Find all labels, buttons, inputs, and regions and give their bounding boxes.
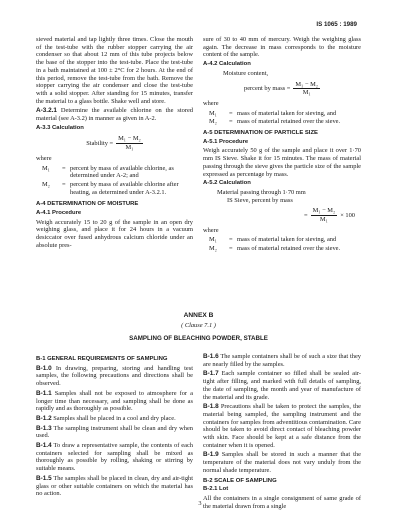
formula-label: percent by mass =	[244, 84, 291, 92]
clause-heading	[203, 478, 361, 486]
clause-text: GENERAL REQUIREMENTS OF SAMPLING	[47, 356, 168, 362]
def-symbol: M₁	[209, 109, 217, 117]
heading-a33: A-3.3 Calculation	[36, 124, 84, 131]
clause-subheading	[203, 486, 361, 494]
heading-a4: A-4 DETERMINATION OF MOISTURE	[36, 201, 139, 208]
fraction-denominator: M₁	[319, 216, 328, 224]
definition-m1	[36, 165, 193, 180]
formula-label: Stability =	[86, 139, 114, 147]
clause-number: A-3.2.1	[36, 107, 57, 115]
clause-paragraph	[36, 442, 193, 473]
def-equals: =	[62, 164, 66, 172]
paragraph-a321	[36, 107, 193, 122]
def-equals: =	[229, 109, 233, 117]
clause-text: SCALE OF SAMPLING	[214, 477, 277, 484]
where-label: where	[203, 99, 219, 107]
clause-text: Samples shall be placed in a cool and dry place.	[53, 414, 176, 422]
def-symbol: M₁	[209, 236, 217, 244]
fraction-numerator: M₁ − M₂	[312, 207, 336, 215]
moisture-formula	[203, 81, 361, 97]
right-column-bottom	[203, 353, 361, 512]
fraction-numerator: M₁ − M₂	[118, 135, 141, 143]
clause-paragraph	[36, 390, 193, 413]
annex-subtitle: SAMPLING OF BLEACHING POWDER, STABLE	[129, 335, 268, 342]
clause-text: Determine the available chlorine on the stored material (see A-3.2) in manner as given in A-2.	[36, 107, 193, 123]
def-equals: =	[62, 180, 66, 188]
sieve-formula	[203, 207, 361, 223]
paragraph-intro: sieved material and tap lightly three times. Close the mouth of the test-tube with the rubber stopper carrying the air condenser so that about 12 mm of this tube projects below the base of the stopper into the test-tube. Place the test-tube in a bath maintained at 100 ± 2°C for 2 hours. At the end of this period, remove the test-tube from the bath. Remove the stopper carrying the air condenser and close the test-tube with a solid stopper. After standing for 15 minutes, transfer the material to a glass bottle. Shake well and store.	[36, 36, 193, 105]
clause-paragraph	[203, 403, 361, 449]
def-text: mass of material taken for sieving, and	[237, 236, 337, 244]
def-text: mass of material retained over the sieve.	[237, 245, 341, 253]
clause-number: B-1.8	[203, 403, 219, 411]
heading-a52: A-5.2 Calculation	[203, 180, 251, 187]
def-equals: =	[229, 236, 233, 244]
clause-text: The sample containers shall be of such a size that they are nearly filled by the samples.	[203, 353, 362, 368]
clause-text: All the containers in a single consignment of same grade of the material drawn from a single	[203, 494, 361, 510]
clause-number: B-2	[203, 477, 213, 484]
clause-number: B-1.2	[36, 414, 52, 422]
clause-paragraph	[36, 365, 193, 388]
clause-text: Precautions shall be taken to protect the samples, the material being sampled, the sampling instrument and the containers for samples from adventitious contamination. Care should be taken to avoid direct contact of bleaching powder with skin. Face should be kept at a safe distance from the container when it is opened.	[203, 403, 361, 449]
clause-paragraph	[203, 353, 361, 368]
definition-m1	[203, 110, 361, 118]
left-column-top	[36, 36, 193, 252]
definition-m2	[203, 118, 361, 126]
left-column-bottom	[36, 353, 193, 500]
page-number: 3	[198, 500, 202, 507]
heading-a51: A-5.1 Procedure	[203, 138, 249, 145]
clause-number: B-1.6	[203, 353, 219, 360]
annex-clause: ( Clause 7.1 )	[181, 322, 216, 329]
def-text: mass of material retained over the sieve.	[237, 118, 341, 126]
heading-a41: A-4.1 Procedure	[36, 210, 82, 217]
clause-text: To draw a representative sample, the contents of each containers selected for sampling shall be mixed as thoroughly as possible by rolling, shaking or stirring by suitable means.	[36, 442, 194, 473]
definition-m2	[203, 245, 361, 253]
clause-number: B-1	[36, 356, 46, 362]
clause-number: B-1.5	[36, 474, 52, 482]
formula-label: =	[303, 211, 308, 219]
moisture-label: Moisture content,	[223, 69, 269, 77]
heading-a5: A-5 DETERMINATION OF PARTICLE SIZE	[203, 130, 318, 137]
where-label: where	[203, 226, 219, 234]
def-text: mass of material taken for sieving, and	[237, 109, 337, 117]
annex-title: ANNEX B	[183, 312, 214, 319]
definition-m1	[203, 236, 361, 244]
formula-multiplier: × 100	[340, 211, 355, 219]
def-symbol: M₂	[209, 245, 217, 253]
clause-text: Samples shall not be exposed to atmosphere for a longer time than necessary, and sampling shall be done as rapidly and as thoroughly as possible.	[36, 389, 193, 413]
def-text: percent by mass of available chlorine after heating, as determined under A-3.2.1.	[70, 180, 179, 196]
definition-m2	[36, 181, 193, 196]
clause-number: B-2.1	[203, 486, 218, 493]
clause-number: B-1.9	[203, 451, 219, 459]
fraction-denominator: M₁	[125, 144, 134, 152]
def-text: percent by mass of available chlorine, as determined under A-2; and	[70, 164, 174, 180]
clause-text: The samples shall be placed in clean, dry and air-tight glass or other suitable containers on which the material has no action.	[36, 474, 194, 498]
def-symbol: M₁	[42, 164, 50, 172]
clause-number: B-1.3	[36, 424, 52, 432]
page-header-standard: IS 1065 : 1989	[316, 21, 357, 28]
def-equals: =	[229, 245, 233, 253]
where-label: where	[36, 154, 52, 162]
paragraph-a51: Weigh accurately 50 g of the sample and place it over 1·70 mm IS Sieve. Shake it for 15 minutes. The mass of material passing through the sieve gives the particle size of the sample expressed as percentage by mass.	[203, 147, 361, 178]
clause-paragraph	[203, 370, 361, 401]
fraction-denominator: M₁	[302, 89, 311, 97]
clause-text: Samples shall be stored in such a manner that the temperature of the material does not vary unduly from the normal shade temperature.	[203, 451, 361, 474]
clause-paragraph	[203, 451, 361, 474]
formula-fraction	[311, 207, 338, 223]
def-symbol: M₂	[209, 118, 217, 126]
clause-heading	[36, 356, 193, 364]
clause-text: In drawing, preparing, storing and handling test samples, the following precautions and directions shall be observed.	[36, 364, 193, 388]
clause-paragraph	[36, 415, 193, 423]
clause-number: B-1.7	[203, 370, 219, 378]
sieve-label: IS Sieve, percent by mass	[227, 196, 293, 204]
clause-number: B-1.4	[36, 442, 52, 450]
clause-number: B-1.0	[36, 364, 52, 372]
clause-number: B-1.1	[36, 389, 52, 397]
def-equals: =	[229, 118, 233, 126]
heading-a42: A-4.2 Calculation	[203, 61, 251, 68]
formula-fraction	[116, 135, 143, 151]
stability-formula	[36, 135, 193, 151]
clause-paragraph	[36, 425, 193, 440]
paragraph-continued: sure of 30 to 40 mm of mercury. Weigh the weighing glass again. The decrease in mass corresponds to the moisture content of the sample.	[203, 36, 361, 59]
clause-text: Lot	[219, 486, 229, 493]
right-column-top	[203, 36, 361, 254]
clause-text: The sampling instrument shall be clean and dry when used.	[36, 424, 193, 440]
clause-paragraph	[36, 475, 193, 498]
fraction-numerator: M₁ − M₂	[295, 80, 318, 88]
formula-fraction	[293, 81, 320, 97]
passing-label: Material passing through 1·70 mm	[217, 188, 306, 196]
clause-text: Each sample container so filled shall be sealed air-tight after filling, and marked with full details of sampling, the date of sampling, the month and year of manufacture of the material and its grade.	[203, 370, 361, 401]
paragraph-a41: Weigh accurately 15 to 20 g of the sample in an open dry weighing glass, and place it for 24 hours in a vacuum desiccator over fused anhydrous calcium chloride under an absolute pres-	[36, 218, 193, 249]
def-symbol: M₂	[42, 180, 50, 188]
